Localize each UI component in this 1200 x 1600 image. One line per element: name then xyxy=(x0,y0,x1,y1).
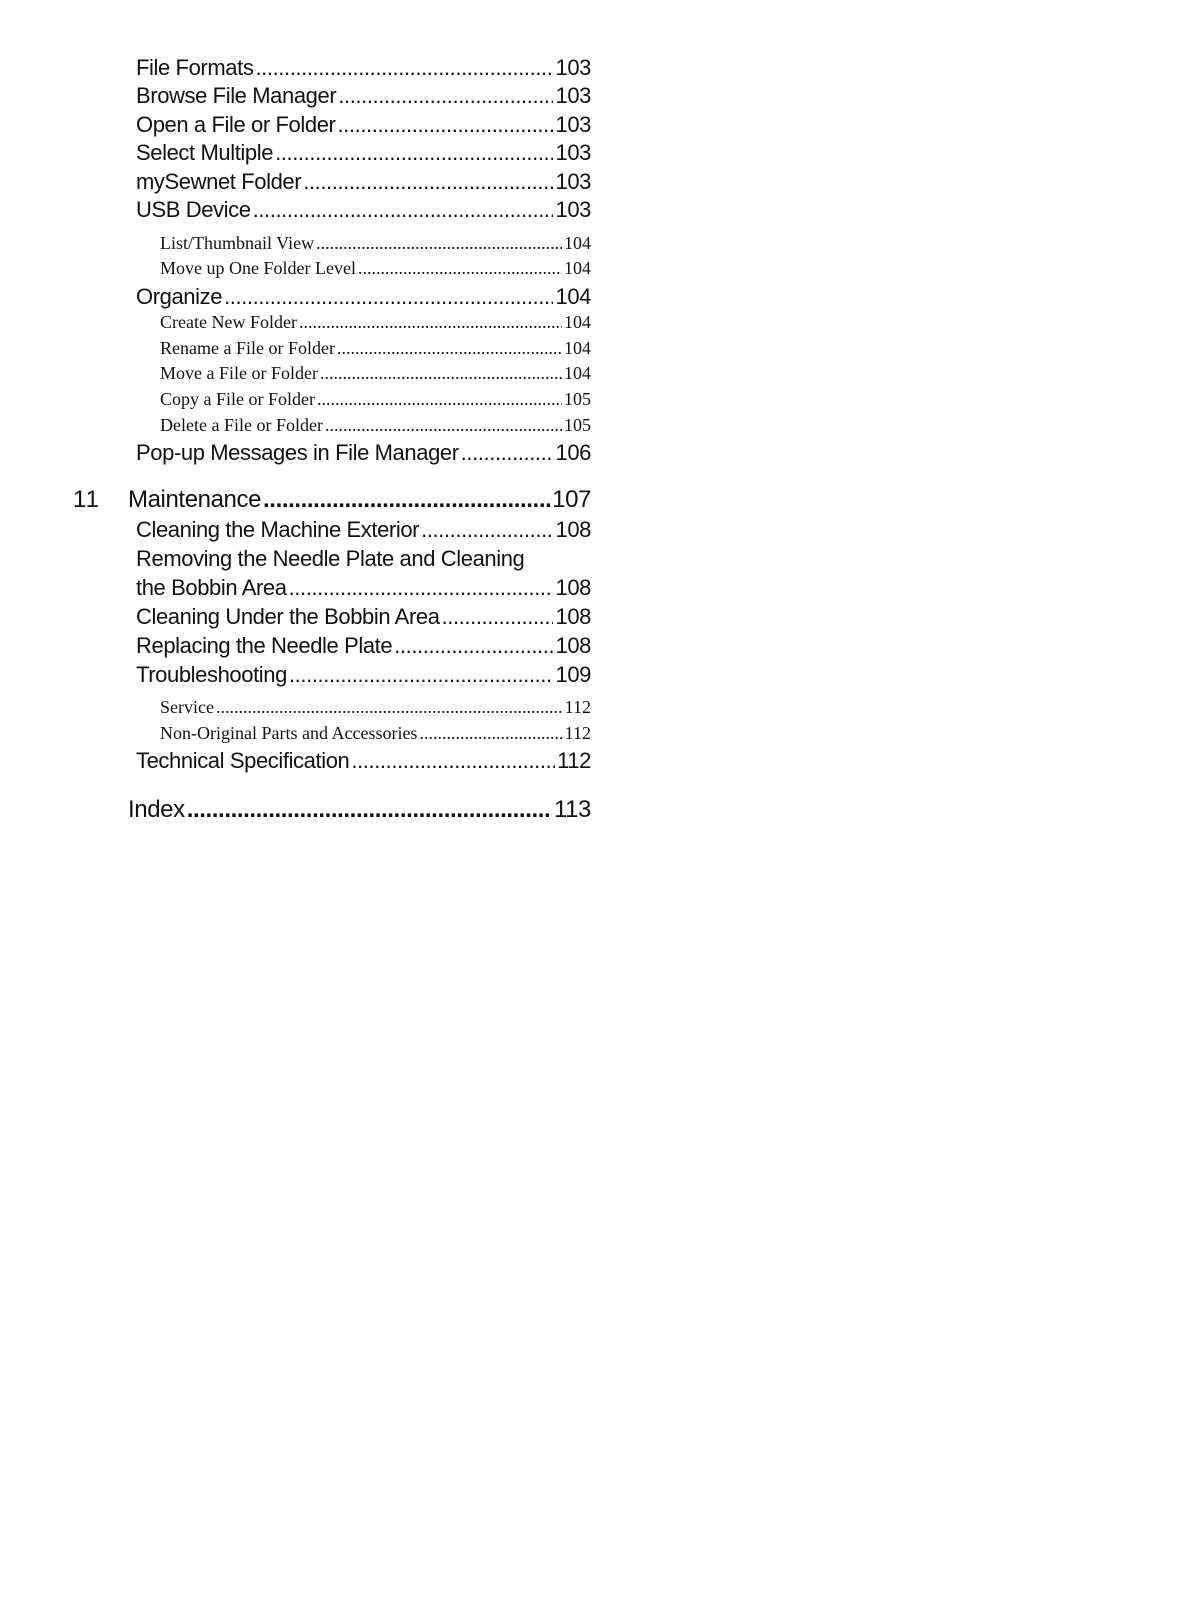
toc-entry-label: Service xyxy=(160,697,214,717)
toc-page-number: 103 xyxy=(555,55,591,80)
dot-leader xyxy=(461,439,554,467)
toc-entry-label: Rename a File or Folder xyxy=(160,338,335,358)
toc-entry-label: Cleaning Under the Bobbin Area xyxy=(136,604,440,629)
toc-chapter-label: Maintenance xyxy=(128,486,262,513)
toc-entry-label: Browse File Manager xyxy=(136,83,337,108)
dot-leader xyxy=(320,361,562,385)
dot-leader xyxy=(419,721,562,745)
toc-entry-label: the Bobbin Area xyxy=(136,575,287,600)
toc-page-number: 113 xyxy=(553,796,591,823)
toc-page-number: 105 xyxy=(564,389,591,409)
toc-page-number: 107 xyxy=(552,486,591,513)
dot-leader xyxy=(263,485,550,515)
toc-entry-non-original-parts[interactable] xyxy=(160,721,591,745)
toc-entry-rename-file-or-folder[interactable] xyxy=(160,336,591,360)
toc-chapter-index[interactable] xyxy=(128,795,591,825)
toc-entry-move-file-or-folder[interactable] xyxy=(160,361,591,385)
dot-leader xyxy=(255,54,553,82)
toc-page-number: 108 xyxy=(555,633,591,658)
toc-entry-label: Technical Specification xyxy=(136,748,350,773)
toc-page-number: 104 xyxy=(564,338,591,358)
dot-leader xyxy=(275,139,553,167)
toc-page-number: 112 xyxy=(564,697,591,717)
toc-page-number: 104 xyxy=(555,284,591,309)
toc-entry-list-thumbnail-view[interactable] xyxy=(160,231,591,255)
dot-leader xyxy=(421,516,553,544)
toc-page-number: 103 xyxy=(555,140,591,165)
toc-page-number: 104 xyxy=(564,233,591,253)
toc-entry-delete-file-or-folder[interactable] xyxy=(160,413,591,437)
toc-entry-label: mySewnet Folder xyxy=(136,169,302,194)
toc-entry-copy-file-or-folder[interactable] xyxy=(160,387,591,411)
dot-leader xyxy=(338,82,553,110)
toc-entry-label: List/Thumbnail View xyxy=(160,233,315,253)
toc-chapter-label: Index xyxy=(128,796,185,823)
toc-entry-move-up-folder-level[interactable] xyxy=(160,256,591,280)
dot-leader xyxy=(325,413,562,437)
toc-entry-browse-file-manager[interactable] xyxy=(136,82,591,110)
toc-entry-label: Move up One Folder Level xyxy=(160,258,356,278)
toc-entry-create-new-folder[interactable] xyxy=(160,310,591,334)
toc-entry-label: Delete a File or Folder xyxy=(160,415,323,435)
dot-leader xyxy=(216,695,563,719)
dot-leader xyxy=(394,632,553,660)
toc-entry-technical-specification[interactable] xyxy=(136,747,591,775)
toc-entry-service[interactable] xyxy=(160,695,591,719)
toc-entry-label: Pop-up Messages in File Manager xyxy=(136,440,459,465)
toc-page-number: 112 xyxy=(557,748,591,773)
dot-leader xyxy=(337,111,553,139)
toc-entry-troubleshooting[interactable] xyxy=(136,661,591,689)
toc-page-number: 103 xyxy=(555,83,591,108)
toc-entry-replacing-needle-plate[interactable] xyxy=(136,632,591,660)
dot-leader xyxy=(289,574,554,602)
toc-entry-label: Open a File or Folder xyxy=(136,112,336,137)
dot-leader xyxy=(316,231,562,255)
toc-entry-popup-messages[interactable] xyxy=(136,439,591,467)
toc-entry-usb-device[interactable] xyxy=(136,196,591,224)
toc-entry-label: Select Multiple xyxy=(136,140,274,165)
toc-page-number: 104 xyxy=(564,312,591,332)
toc-entry-label: Create New Folder xyxy=(160,312,297,332)
dot-leader xyxy=(187,795,552,825)
toc-entry-label: Troubleshooting xyxy=(136,662,287,687)
dot-leader xyxy=(224,283,553,311)
toc-chapter-maintenance[interactable] xyxy=(128,485,591,515)
toc-entry-mysewnet-folder[interactable] xyxy=(136,168,591,196)
toc-page-number: 109 xyxy=(555,662,591,687)
toc-entry-label: File Formats xyxy=(136,55,254,80)
dot-leader xyxy=(317,387,562,411)
toc-page-number: 103 xyxy=(555,197,591,222)
dot-leader xyxy=(358,256,562,280)
dot-leader xyxy=(303,168,553,196)
toc-page-number: 108 xyxy=(555,575,591,600)
toc-page-number: 103 xyxy=(555,112,591,137)
dot-leader xyxy=(253,196,554,224)
toc-page-number: 103 xyxy=(555,169,591,194)
toc-page-number: 108 xyxy=(555,604,591,629)
toc-page-number: 105 xyxy=(564,415,591,435)
dot-leader xyxy=(337,336,562,360)
toc-entry-file-formats[interactable] xyxy=(136,54,591,82)
dot-leader xyxy=(351,747,555,775)
toc-page-number: 108 xyxy=(555,517,591,542)
dot-leader xyxy=(442,603,554,631)
toc-entry-cleaning-machine-exterior[interactable] xyxy=(136,516,591,544)
toc-entry-label: USB Device xyxy=(136,197,251,222)
chapter-number: 11 xyxy=(73,486,100,513)
toc-entry-label: Move a File or Folder xyxy=(160,363,318,383)
toc-page-number: 104 xyxy=(564,363,591,383)
toc-entry-label: Cleaning the Machine Exterior xyxy=(136,517,420,542)
toc-page-number: 104 xyxy=(564,258,591,278)
toc-entry-organize[interactable] xyxy=(136,283,591,311)
toc-entry-label: Copy a File or Folder xyxy=(160,389,315,409)
toc-entry-select-multiple[interactable] xyxy=(136,139,591,167)
toc-entry-cleaning-under-bobbin-area[interactable] xyxy=(136,603,591,631)
toc-entry-label: Replacing the Needle Plate xyxy=(136,633,393,658)
toc-page-number: 106 xyxy=(555,440,591,465)
toc-page-number: 112 xyxy=(564,723,591,743)
toc-entry-removing-needle-plate[interactable] xyxy=(136,574,591,602)
toc-entry-open-file-or-folder[interactable] xyxy=(136,111,591,139)
toc-entry-label: Non-Original Parts and Accessories xyxy=(160,723,418,743)
toc-entry-label-line1[interactable]: Removing the Needle Plate and Cleaning xyxy=(136,546,525,571)
dot-leader xyxy=(299,310,562,334)
dot-leader xyxy=(289,661,554,689)
toc-entry-label: Organize xyxy=(136,284,223,309)
